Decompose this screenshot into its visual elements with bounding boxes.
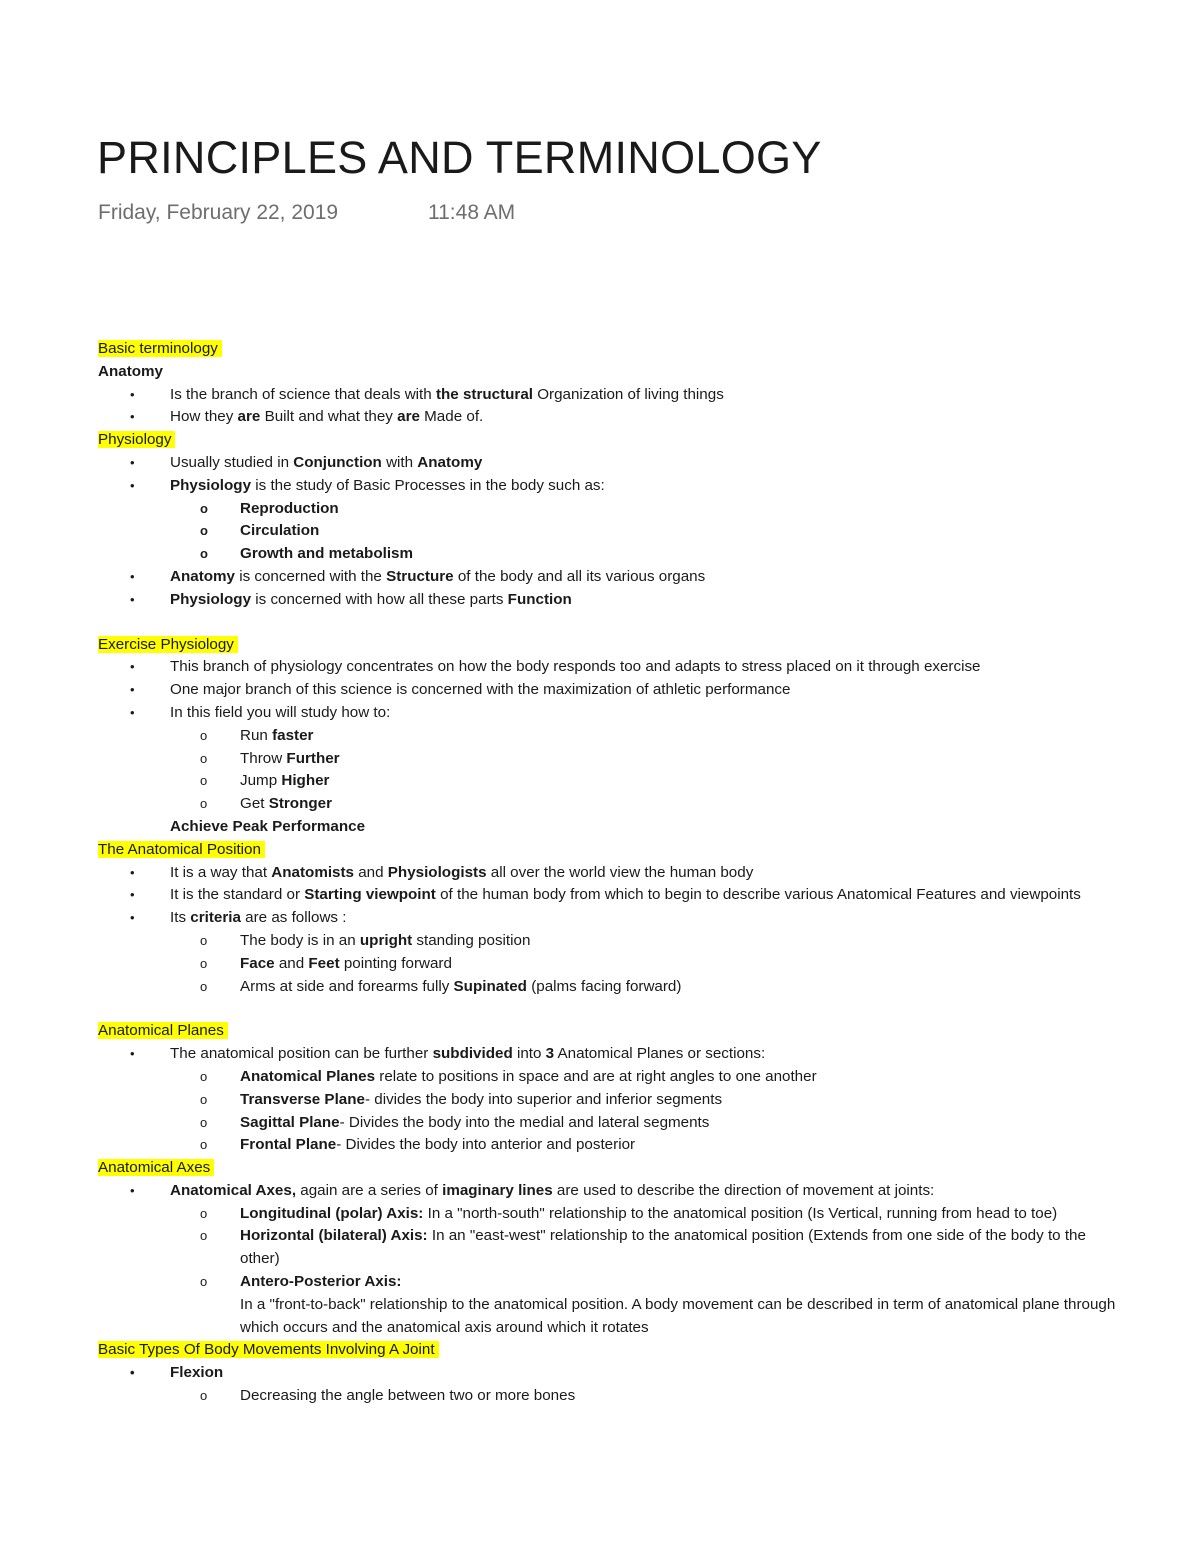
bullet-icon: • <box>130 1182 135 1198</box>
subheading-anatomy: Anatomy <box>98 362 163 380</box>
heading-exercise-physiology: Exercise Physiology <box>98 636 238 653</box>
sub-list-item: o The body is in an upright standing position <box>98 930 1128 953</box>
bullet-icon: • <box>130 887 135 903</box>
list-item: • Anatomical Axes, again are a series of imaginary lines are used to describe the direction of movement at joints: <box>98 1180 1128 1203</box>
list-item: • Anatomy is concerned with the Structure of the body and all its various organs <box>98 566 1128 589</box>
circle-bullet-icon: o <box>200 1068 208 1084</box>
page-title: PRINCIPLES AND TERMINOLOGY <box>97 132 822 183</box>
list-item: • It is the standard or Starting viewpoint of the human body from which to begin to describe various Anatomical Features and viewpoints <box>98 884 1128 907</box>
sub-list-item: o Get Stronger <box>98 793 1128 816</box>
bullet-icon: • <box>130 477 135 493</box>
note-time: 11:48 AM <box>428 201 516 224</box>
circle-bullet-icon: o <box>200 500 208 516</box>
note-body <box>98 338 1128 1408</box>
list-item: • In this field you will study how to: <box>98 702 1128 725</box>
bullet-icon: • <box>130 591 135 607</box>
achieve-peak-performance: Achieve Peak Performance <box>170 817 366 835</box>
circle-bullet-icon: o <box>200 727 208 743</box>
list-item: • Usually studied in Conjunction with Anatomy <box>98 452 1128 475</box>
sub-list-item: o Sagittal Plane- Divides the body into the medial and lateral segments <box>98 1112 1128 1135</box>
sub-list-item: o Reproduction <box>98 498 1128 521</box>
sub-list-item: o Frontal Plane- Divides the body into anterior and posterior <box>98 1134 1128 1157</box>
list-item: • Is the branch of science that deals with the structural Organization of living things <box>98 384 1128 407</box>
heading-basic-terminology: Basic terminology <box>98 340 222 357</box>
circle-bullet-icon: o <box>200 1137 208 1153</box>
heading-anatomical-axes: Anatomical Axes <box>98 1159 214 1176</box>
note-date: Friday, February 22, 2019 <box>98 201 339 224</box>
bullet-icon: • <box>130 409 135 425</box>
bullet-icon: • <box>130 568 135 584</box>
list-item: • This branch of physiology concentrates on how the body responds too and adapts to stress placed on it through exercise <box>98 656 1128 679</box>
list-item: • The anatomical position can be further subdivided into 3 Anatomical Planes or sections: <box>98 1043 1128 1066</box>
circle-bullet-icon: o <box>200 1205 208 1221</box>
sub-list-item-continuation: In a "front-to-back" relationship to the anatomical position. A body movement can be described in term of anatomical plane through which occurs and the anatomical axis around which it rotates <box>240 1295 1116 1336</box>
sub-list-item: o Decreasing the angle between two or more bones <box>98 1385 1128 1408</box>
circle-bullet-icon: o <box>200 978 208 994</box>
sub-list-item: o Horizontal (bilateral) Axis: In an "east-west" relationship to the anatomical position (Extends from one side of the body to the other) <box>200 1227 1086 1268</box>
sub-list-item: o Antero-Posterior Axis: <box>98 1271 1128 1294</box>
sub-list-item: o Arms at side and forearms fully Supinated (palms facing forward) <box>98 976 1128 999</box>
bullet-icon: • <box>130 659 135 675</box>
bullet-icon: • <box>130 682 135 698</box>
sub-list-item: o Circulation <box>98 520 1128 543</box>
list-item: • One major branch of this science is concerned with the maximization of athletic performance <box>98 679 1128 702</box>
circle-bullet-icon: o <box>200 546 208 562</box>
circle-bullet-icon: o <box>200 796 208 812</box>
list-item: • Physiology is the study of Basic Processes in the body such as: <box>98 475 1128 498</box>
heading-body-movements: Basic Types Of Body Movements Involving A Joint <box>98 1341 439 1358</box>
circle-bullet-icon: o <box>200 523 208 539</box>
bullet-icon: • <box>130 1046 135 1062</box>
circle-bullet-icon: o <box>200 932 208 948</box>
list-item: • How they are Built and what they are Made of. <box>98 406 1128 429</box>
bullet-icon: • <box>130 1365 135 1381</box>
list-item: • Flexion <box>98 1362 1128 1385</box>
sub-list-item: o Face and Feet pointing forward <box>98 953 1128 976</box>
heading-anatomical-planes: Anatomical Planes <box>98 1022 228 1039</box>
bullet-icon: • <box>130 386 135 402</box>
sub-list-item: o Longitudinal (polar) Axis: In a "north-south" relationship to the anatomical position (Is Vertical, running from head to toe) <box>98 1203 1128 1226</box>
list-item: • Its criteria are as follows : <box>98 907 1128 930</box>
list-item: • Physiology is concerned with how all these parts Function <box>98 589 1128 612</box>
bullet-icon: • <box>130 864 135 880</box>
bullet-icon: • <box>130 454 135 470</box>
circle-bullet-icon: o <box>200 1091 208 1107</box>
heading-physiology: Physiology <box>98 431 175 448</box>
list-item: • It is a way that Anatomists and Physiologists all over the world view the human body <box>98 862 1128 885</box>
sub-list-item: o Jump Higher <box>98 770 1128 793</box>
sub-list-item: o Transverse Plane- divides the body into superior and inferior segments <box>98 1089 1128 1112</box>
circle-bullet-icon: o <box>200 1114 208 1130</box>
sub-list-item: o Growth and metabolism <box>98 543 1128 566</box>
bullet-icon: • <box>130 704 135 720</box>
circle-bullet-icon: o <box>200 1274 208 1290</box>
bullet-icon: • <box>130 910 135 926</box>
sub-list-item: o Throw Further <box>98 748 1128 771</box>
circle-bullet-icon: o <box>200 750 208 766</box>
sub-list-item: o Anatomical Planes relate to positions in space and are at right angles to one another <box>98 1066 1128 1089</box>
sub-list-item: o Run faster <box>98 725 1128 748</box>
circle-bullet-icon: o <box>200 773 208 789</box>
heading-anatomical-position: The Anatomical Position <box>98 841 265 858</box>
circle-bullet-icon: o <box>200 1228 208 1244</box>
circle-bullet-icon: o <box>200 1388 208 1404</box>
circle-bullet-icon: o <box>200 955 208 971</box>
